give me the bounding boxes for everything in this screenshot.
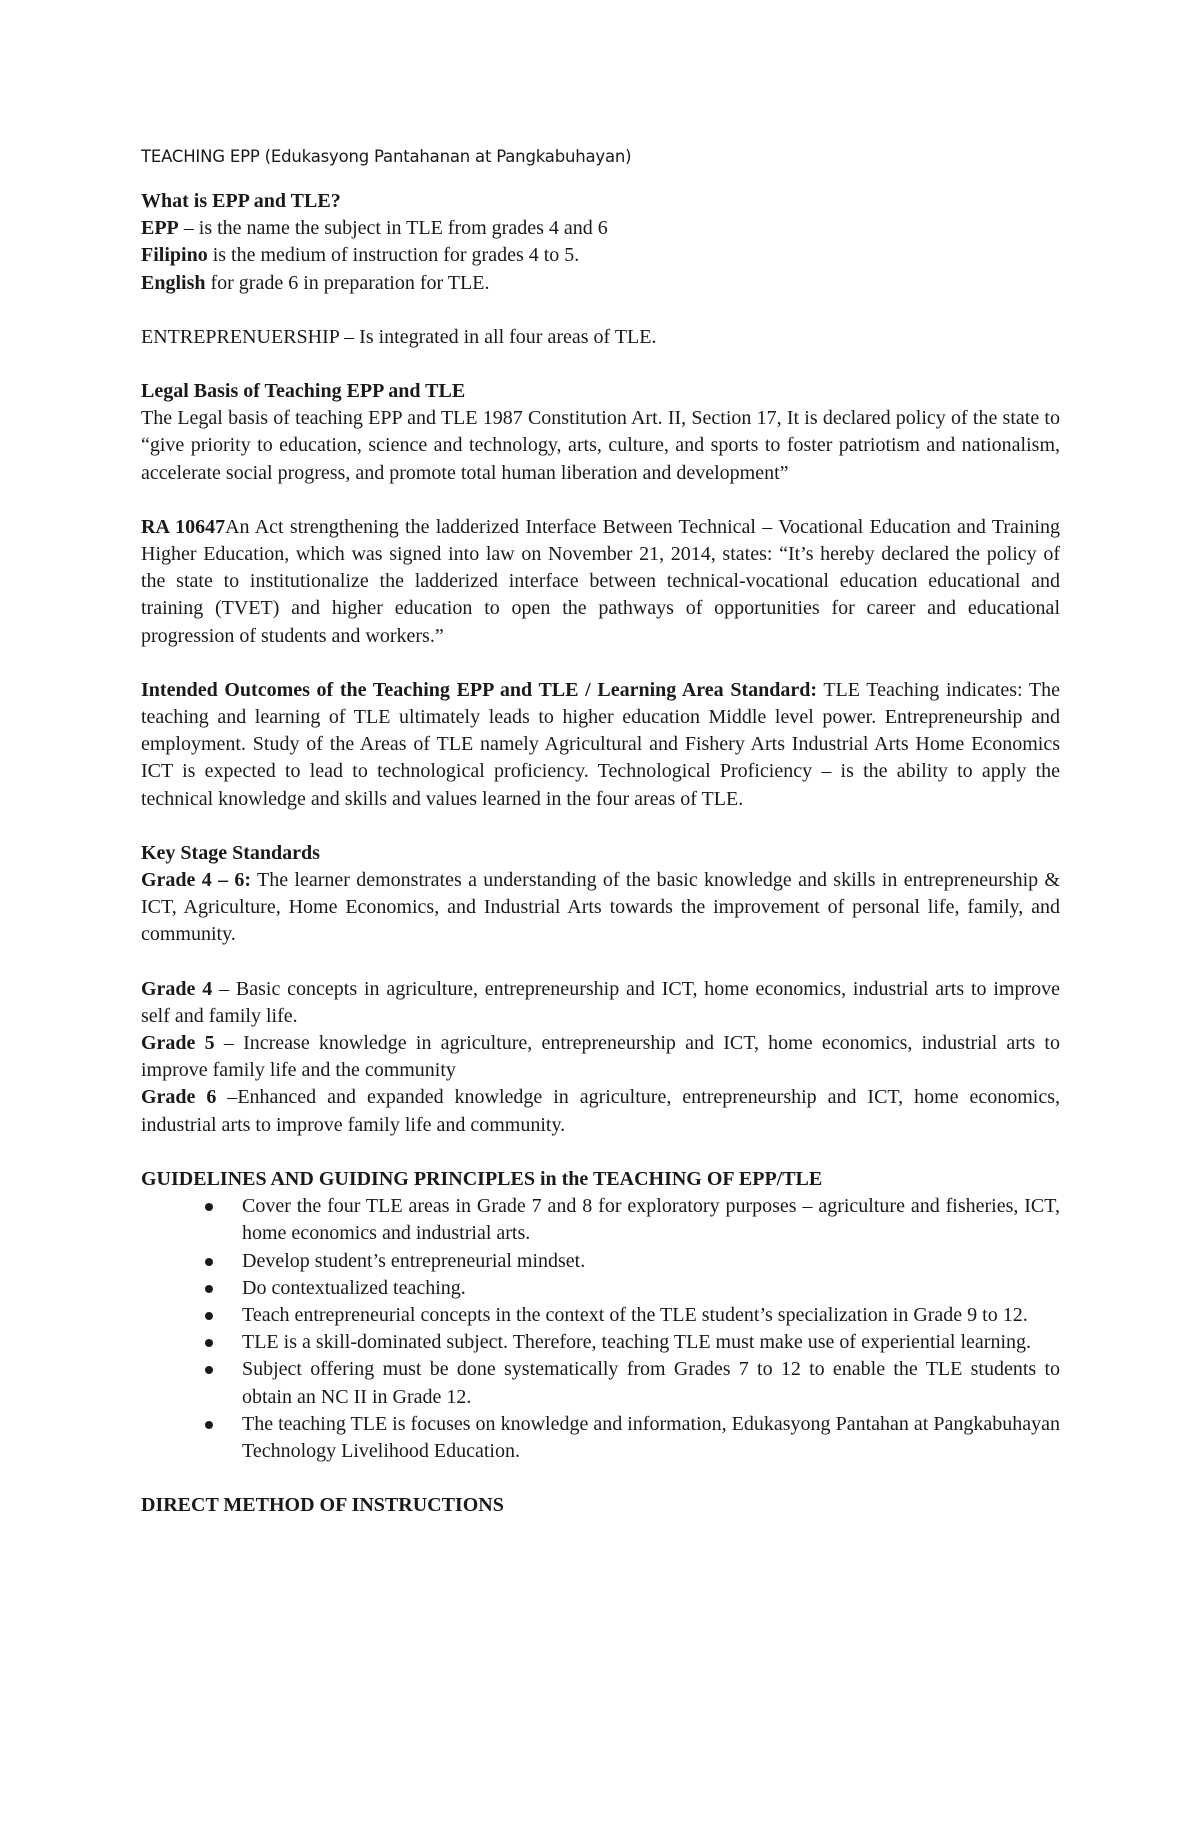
bullet-icon: [205, 1366, 213, 1374]
english-text: for grade 6 in preparation for TLE.: [205, 271, 490, 294]
list-item: Develop student’s entrepreneurial mindset.: [242, 1248, 1060, 1275]
section-intended-outcomes: [141, 677, 1060, 813]
section-entrepreneurship: [141, 324, 1060, 351]
grade-item: [141, 976, 1060, 1030]
grade-range-text: The learner demonstrates a understanding of the basic knowledge and skills in entrepreneurship & ICT, Agriculture, Home Economics, and Industrial Arts towards the improvement of personal life, family, and community.: [141, 869, 1060, 946]
grade-term: Grade 4: [141, 977, 213, 1000]
bullet-icon: [205, 1312, 213, 1320]
filipino-definition: [141, 242, 1060, 269]
section-guidelines: [141, 1166, 1060, 1465]
entrepreneurship-text: – Is integrated in all four areas of TLE.: [339, 325, 657, 348]
outcomes-title: Intended Outcomes of the Teaching EPP and TLE / Learning Area Standard:: [141, 678, 818, 701]
section-grades: [141, 976, 1060, 1139]
epp-term: EPP: [141, 217, 179, 240]
ra-text: An Act strengthening the ladderized Interface Between Technical – Vocational Education and Training Higher Education, which was signed into law on November 21, 2014, states: “It’s hereby declared the policy of the state to institutionalize the ladderized interface between technical-vocational education educational and training (TVET) and higher education to open the pathways of opportunities for career and educational progression of students and workers.”: [141, 515, 1060, 647]
english-definition: [141, 270, 1060, 297]
what-is-title: What is EPP and TLE?: [141, 190, 341, 212]
guidelines-title: GUIDELINES AND GUIDING PRINCIPLES in the TEACHING OF EPP/TLE: [141, 1167, 823, 1190]
grade-item: [141, 1030, 1060, 1084]
legal-basis-paragraph: The Legal basis of teaching EPP and TLE 1987 Constitution Art. II, Section 17, It is declared policy of the state to “give priority to education, science and technology, arts, culture, and sports to foster patriotism and nationalism, accelerate social progress, and promote total human liberation and development”: [141, 407, 1060, 484]
epp-definition: [141, 215, 1060, 242]
list-item: The teaching TLE is focuses on knowledge and information, Edukasyong Pantahan at Pangkabuhayan Technology Livelihood Education.: [242, 1411, 1060, 1465]
guidelines-list: [141, 1193, 1060, 1465]
grade-term: Grade 5: [141, 1032, 215, 1055]
legal-basis-title: Legal Basis of Teaching EPP and TLE: [141, 380, 466, 403]
direct-method-title: DIRECT METHOD OF INSTRUCTIONS: [141, 1494, 504, 1517]
filipino-text: is the medium of instruction for grades 4 to 5.: [207, 244, 580, 267]
section-ra-10647: [141, 514, 1060, 650]
list-item: Do contextualized teaching.: [242, 1275, 1060, 1302]
bullet-icon: [205, 1258, 213, 1266]
ra-term: RA 10647: [141, 515, 226, 538]
list-item: Teach entrepreneurial concepts in the context of the TLE student’s specialization in Grade 9 to 12.: [242, 1302, 1060, 1329]
key-stage-title: Key Stage Standards: [141, 841, 320, 864]
english-term: English: [141, 271, 206, 294]
filipino-term: Filipino: [141, 244, 208, 267]
bullet-icon: [205, 1203, 213, 1211]
section-key-stage: [141, 840, 1060, 949]
grade-item: [141, 1084, 1060, 1138]
grade-text: – Basic concepts in agriculture, entrepreneurship and ICT, home economics, industrial arts to improve self and family life.: [141, 977, 1060, 1027]
section-what-is: [141, 188, 1060, 297]
grade-range-term: Grade 4 – 6:: [141, 869, 252, 892]
epp-text: – is the name the subject in TLE from grades 4 and 6: [178, 217, 608, 240]
bullet-icon: [205, 1421, 213, 1429]
entrepreneurship-term: ENTREPRENUERSHIP: [141, 325, 340, 348]
list-item: Cover the four TLE areas in Grade 7 and 8 for exploratory purposes – agriculture and fisheries, ICT, home economics and industrial arts.: [242, 1193, 1060, 1247]
outcomes-text: TLE Teaching indicates: The teaching and learning of TLE ultimately leads to higher education Middle level power. Entrepreneurship and employment. Study of the Areas of TLE namely Agricultural and Fishery Arts Industrial Arts Home Economics ICT is expected to lead to technological proficiency. Technological Proficiency – is the ability to apply the technical knowledge and skills and values learned in the four areas of TLE.: [141, 678, 1061, 810]
list-item: Subject offering must be done systematically from Grades 7 to 12 to enable the TLE students to obtain an NC II in Grade 12.: [242, 1356, 1060, 1410]
document-header: TEACHING EPP (Edukasyong Pantahanan at Pangkabuhayan): [141, 147, 632, 166]
bullet-icon: [205, 1339, 213, 1347]
section-legal-basis: [141, 378, 1060, 487]
bullet-icon: [205, 1285, 213, 1293]
list-item: TLE is a skill-dominated subject. Therefore, teaching TLE must make use of experiential learning.: [242, 1329, 1060, 1356]
section-direct-method: [141, 1492, 1060, 1519]
grade-text: –Enhanced and expanded knowledge in agriculture, entrepreneurship and ICT, home economics, industrial arts to improve family life and community.: [141, 1086, 1061, 1136]
grade-term: Grade 6: [141, 1086, 217, 1109]
grade-text: – Increase knowledge in agriculture, entrepreneurship and ICT, home economics, industrial arts to improve family life and the community: [141, 1032, 1060, 1082]
